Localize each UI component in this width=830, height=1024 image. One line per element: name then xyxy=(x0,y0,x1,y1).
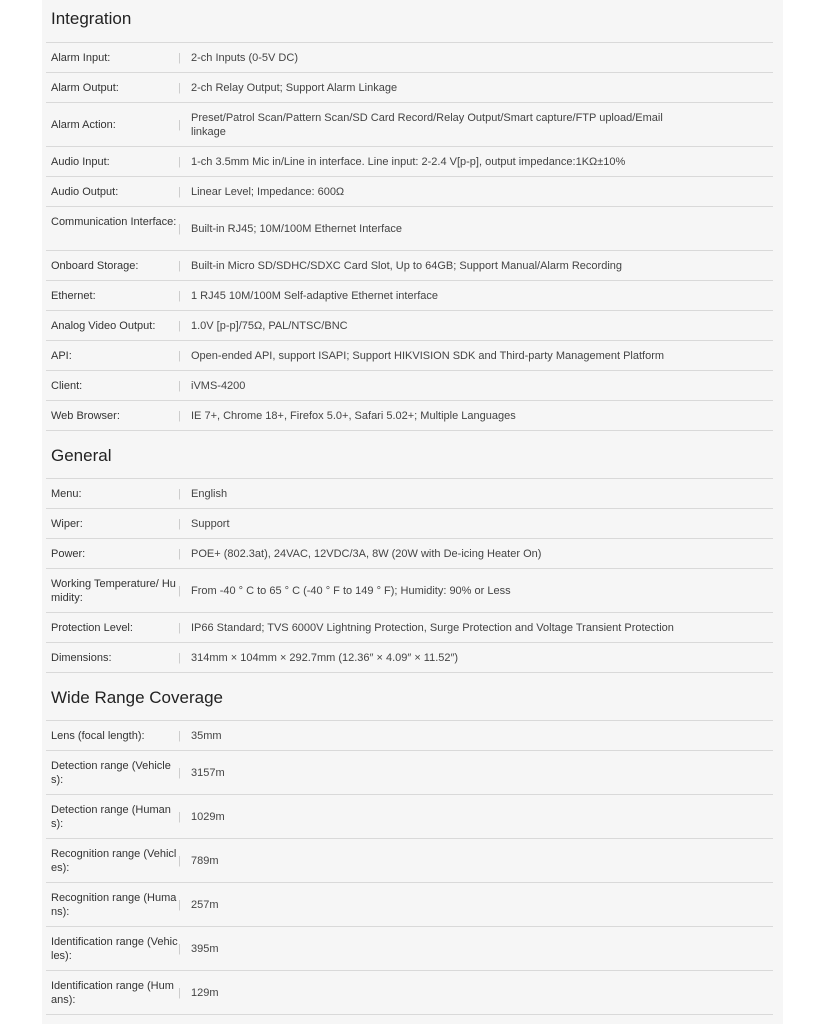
spec-label: Recognition range (Humans): xyxy=(51,892,177,918)
spec-label: Audio Output: xyxy=(51,186,119,198)
separator: | xyxy=(178,652,181,664)
spec-row xyxy=(46,250,773,280)
spec-label: Onboard Storage: xyxy=(51,260,139,272)
separator: | xyxy=(178,156,181,168)
separator: | xyxy=(178,943,181,955)
spec-label: Detection range (Humans): xyxy=(51,804,171,830)
separator: | xyxy=(178,380,181,392)
spec-label: Working Temperature/ Humidity: xyxy=(51,578,176,604)
separator: | xyxy=(178,899,181,911)
spec-label: Alarm Output: xyxy=(51,82,119,94)
separator: | xyxy=(178,223,181,235)
spec-row xyxy=(46,176,773,206)
spec-row xyxy=(46,310,773,340)
separator: | xyxy=(178,622,181,634)
separator: | xyxy=(178,52,181,64)
spec-row xyxy=(46,642,773,673)
spec-value: 129m xyxy=(191,987,219,999)
spec-label: Wiper: xyxy=(51,518,83,530)
spec-value: 2-ch Relay Output; Support Alarm Linkage xyxy=(191,82,398,94)
spec-label: Alarm Input: xyxy=(51,52,111,64)
spec-label: Lens (focal length): xyxy=(51,730,145,742)
spec-label: Audio Input: xyxy=(51,156,110,168)
spec-value: 1 RJ45 10M/100M Self-adaptive Ethernet interface xyxy=(191,290,439,302)
separator: | xyxy=(178,811,181,823)
separator: | xyxy=(178,290,181,302)
spec-value: Linear Level; Impedance: 600Ω xyxy=(191,186,345,198)
separator: | xyxy=(178,186,181,198)
spec-row xyxy=(46,42,773,72)
separator: | xyxy=(178,260,181,272)
separator: | xyxy=(178,518,181,530)
spec-row xyxy=(46,720,773,750)
spec-label: API: xyxy=(51,350,72,362)
spec-label: Protection Level: xyxy=(51,622,133,634)
spec-value: 1-ch 3.5mm Mic in/Line in interface. Line input: 2-2.4 V[p-p], output impedance:1KΩ±10% xyxy=(191,156,626,168)
spec-row xyxy=(46,478,773,508)
section-title-general: General xyxy=(51,446,112,465)
separator: | xyxy=(178,548,181,560)
spec-value: 3157m xyxy=(191,767,225,779)
spec-label: Recognition range (Vehicles): xyxy=(51,848,177,874)
spec-value: 2-ch Inputs (0-5V DC) xyxy=(191,52,298,64)
spec-label: Analog Video Output: xyxy=(51,320,156,332)
spec-label: Ethernet: xyxy=(51,290,96,302)
spec-label: Alarm Action: xyxy=(51,119,116,131)
spec-label: Menu: xyxy=(51,488,82,500)
spec-label: Communication Interface: xyxy=(51,216,177,228)
spec-row xyxy=(46,508,773,538)
spec-value: IE 7+, Chrome 18+, Firefox 5.0+, Safari 5.02+; Multiple Languages xyxy=(191,410,516,422)
spec-row xyxy=(46,102,773,146)
spec-label: Detection range (Vehicles): xyxy=(51,760,171,786)
spec-row xyxy=(46,538,773,568)
spec-row xyxy=(46,280,773,310)
separator: | xyxy=(178,350,181,362)
separator: | xyxy=(178,855,181,867)
spec-value: 257m xyxy=(191,899,219,911)
spec-value: POE+ (802.3at), 24VAC, 12VDC/3A, 8W (20W with De-icing Heater On) xyxy=(191,548,542,560)
spec-row xyxy=(46,612,773,642)
spec-label: Identification range (Humans): xyxy=(51,980,174,1006)
separator: | xyxy=(178,585,181,597)
separator: | xyxy=(178,320,181,332)
spec-value: 35mm xyxy=(191,730,222,742)
spec-value: IP66 Standard; TVS 6000V Lightning Protection, Surge Protection and Voltage Transient Protection xyxy=(191,622,674,634)
spec-value: iVMS-4200 xyxy=(191,380,246,392)
spec-value: 1029m xyxy=(191,811,225,823)
spec-value: Support xyxy=(191,518,230,530)
spec-row xyxy=(46,400,773,431)
spec-label: Identification range (Vehicles): xyxy=(51,936,178,962)
spec-row xyxy=(46,750,773,794)
separator: | xyxy=(178,488,181,500)
spec-value: Open-ended API, support ISAPI; Support HIKVISION SDK and Third-party Management Platform xyxy=(191,350,665,362)
spec-value: 789m xyxy=(191,855,219,867)
spec-value: Built-in RJ45; 10M/100M Ethernet Interface xyxy=(191,223,402,235)
spec-row xyxy=(46,882,773,926)
spec-row xyxy=(46,370,773,400)
separator: | xyxy=(178,730,181,742)
spec-row xyxy=(46,970,773,1015)
spec-value: Preset/Patrol Scan/Pattern Scan/SD Card Record/Relay Output/Smart capture/FTP upload/Email linkage xyxy=(191,112,663,138)
spec-row xyxy=(46,340,773,370)
spec-label: Client: xyxy=(51,380,83,392)
spec-row xyxy=(46,206,773,250)
spec-value: Built-in Micro SD/SDHC/SDXC Card Slot, Up to 64GB; Support Manual/Alarm Recording xyxy=(191,260,622,272)
spec-row xyxy=(46,568,773,612)
separator: | xyxy=(178,119,181,131)
spec-row xyxy=(46,794,773,838)
spec-row xyxy=(46,926,773,970)
spec-row xyxy=(46,146,773,176)
spec-value: 1.0V [p-p]/75Ω, PAL/NTSC/BNC xyxy=(191,320,348,332)
separator: | xyxy=(178,767,181,779)
separator: | xyxy=(178,987,181,999)
section-title-integration: Integration xyxy=(51,9,132,28)
spec-value: 395m xyxy=(191,943,219,955)
spec-value: 314mm × 104mm × 292.7mm (12.36″ × 4.09″ × 11.52″) xyxy=(191,652,459,664)
spec-label: Power: xyxy=(51,548,86,560)
section-title-wide-range-coverage: Wide Range Coverage xyxy=(51,688,223,707)
spec-label: Web Browser: xyxy=(51,410,120,422)
spec-value: English xyxy=(191,488,228,500)
separator: | xyxy=(178,410,181,422)
spec-row xyxy=(46,838,773,882)
spec-row xyxy=(46,72,773,102)
spec-value: From -40 ° C to 65 ° C (-40 ° F to 149 ° F); Humidity: 90% or Less xyxy=(191,585,511,597)
spec-label: Dimensions: xyxy=(51,652,112,664)
separator: | xyxy=(178,82,181,94)
